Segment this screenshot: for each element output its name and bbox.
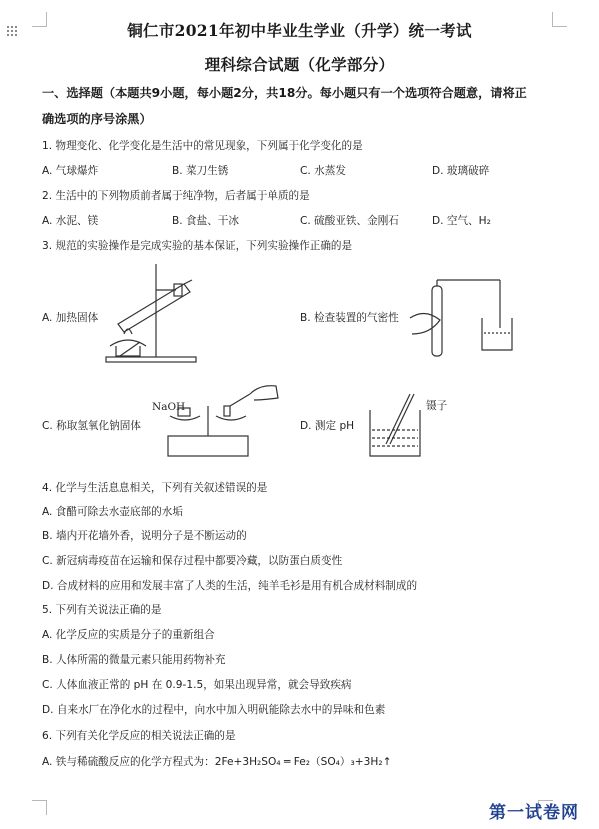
balance-weighing-figure <box>150 376 290 466</box>
q1-option-d[interactable]: D. 玻璃破碎 <box>432 165 490 177</box>
q1-option-b[interactable]: B. 菜刀生锈 <box>172 165 229 177</box>
q2-option-b[interactable]: B. 食盐、干冰 <box>172 215 239 227</box>
q4-option-b[interactable]: B. 墙内开花墙外香，说明分子是不断运动的 <box>42 530 247 542</box>
q4-option-d[interactable]: D. 合成材料的应用和发展丰富了人类的生活，纯羊毛衫是用有机合成材料制成的 <box>42 580 418 592</box>
q3-option-d[interactable]: D. 测定 pH <box>300 420 355 432</box>
question-6-stem: 6. 下列有关化学反应的相关说法正确的是 <box>42 730 236 742</box>
q3-option-c[interactable]: C. 称取氢氧化钠固体 <box>42 420 141 432</box>
section-heading <box>42 80 572 132</box>
section-heading-line-1: 一、选择题（本题共9小题，每小题2分，共18分。每小题只有一个选项符合题意，请将正 <box>42 86 527 100</box>
ph-measurement-figure <box>364 390 434 460</box>
q5-option-b[interactable]: B. 人体所需的微量元素只能用药物补充 <box>42 654 226 666</box>
corner-mark-bottom-left <box>32 800 47 815</box>
heating-solid-apparatus-figure <box>98 262 208 367</box>
q4-option-c[interactable]: C. 新冠病毒疫苗在运输和保存过程中都要冷藏，以防蛋白质变性 <box>42 555 343 567</box>
question-5-stem: 5. 下列有关说法正确的是 <box>42 604 162 616</box>
q5-option-d[interactable]: D. 自来水厂在净化水的过程中，向水中加入明矾能除去水中的异味和色素 <box>42 704 386 716</box>
tweezers-label: 镊子 <box>426 400 448 412</box>
question-3-stem: 3. 规范的实验操作是完成实验的基本保证，下列实验操作正确的是 <box>42 240 353 252</box>
q1-option-a[interactable]: A. 气球爆炸 <box>42 165 99 177</box>
question-1-stem: 1. 物理变化、化学变化是生活中的常见现象，下列属于化学变化的是 <box>42 140 363 152</box>
question-2-stem: 2. 生活中的下列物质前者属于纯净物，后者属于单质的是 <box>42 190 310 202</box>
naoh-label: NaOH <box>152 401 186 413</box>
airtightness-check-figure <box>400 278 520 358</box>
q4-option-a[interactable]: A. 食醋可除去水壶底部的水垢 <box>42 506 183 518</box>
q1-option-c[interactable]: C. 水蒸发 <box>300 165 346 177</box>
q2-option-a[interactable]: A. 水泥、镁 <box>42 215 99 227</box>
q2-option-c[interactable]: C. 硫酸亚铁、金刚石 <box>300 215 399 227</box>
q6-option-a[interactable]: A. 铁与稀硫酸反应的化学方程式为：2Fe+3H₂SO₄ ═ Fe₂（SO₄）₃+3H₂↑ <box>42 756 392 768</box>
question-4-stem: 4. 化学与生活息息相关，下列有关叙述错误的是 <box>42 482 268 494</box>
q3-option-b[interactable]: B. 检查装置的气密性 <box>300 312 399 324</box>
q3-option-a[interactable]: A. 加热固体 <box>42 312 99 324</box>
q5-option-a[interactable]: A. 化学反应的实质是分子的重新组合 <box>42 629 215 641</box>
section-heading-line-2: 确选项的序号涂黑） <box>42 112 152 126</box>
exam-subtitle: 理科综合试题（化学部分） <box>204 55 395 74</box>
q5-option-c[interactable]: C. 人体血液正常的 pH 在 0.9-1.5，如果出现异常，就会导致疾病 <box>42 679 352 691</box>
exam-title: 铜仁市2021年初中毕业生学业（升学）统一考试 <box>127 21 472 40</box>
site-watermark-logo: 第一试卷网 <box>489 803 579 823</box>
q2-option-d[interactable]: D. 空气、H₂ <box>432 215 491 227</box>
